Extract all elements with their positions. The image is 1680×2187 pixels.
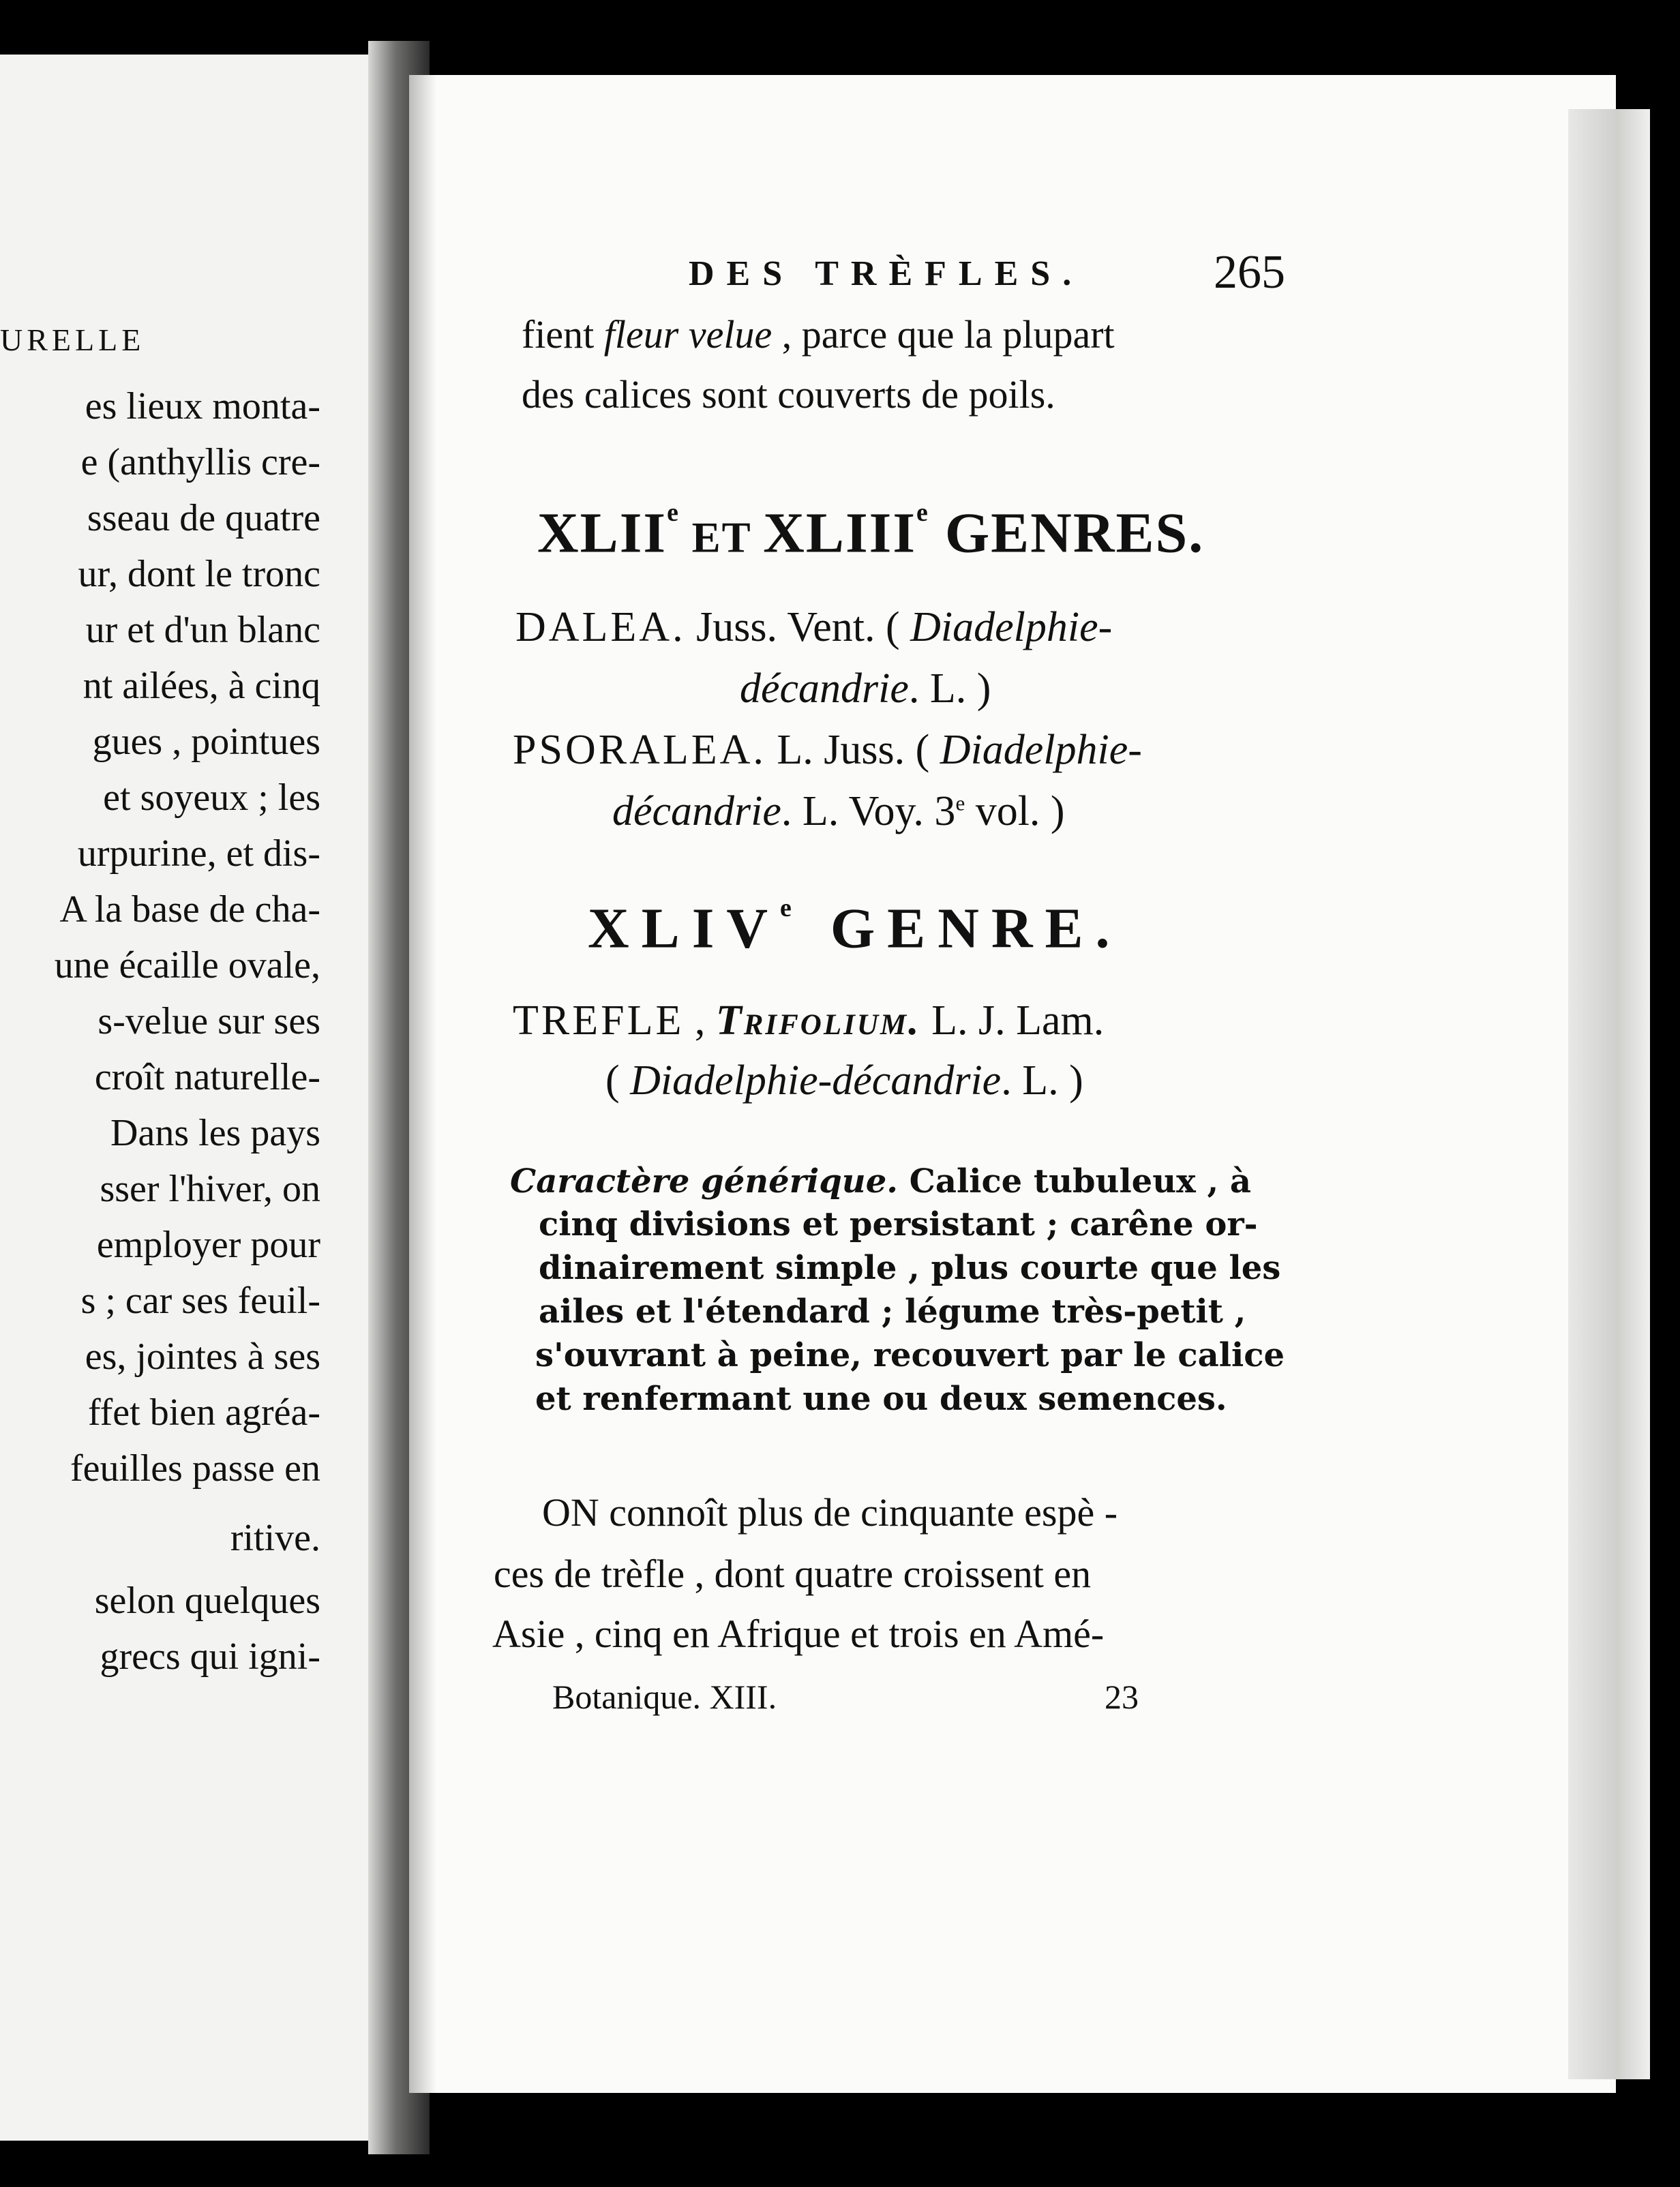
body-line: Asie , cinq en Afrique et trois en Amé- bbox=[492, 1612, 1105, 1656]
left-text-line: ritive. bbox=[230, 1517, 320, 1559]
left-text-line: ffet bien agréa- bbox=[88, 1391, 320, 1434]
body-line: ces de trèfle , dont quatre croissent en bbox=[494, 1552, 1092, 1596]
left-text-line: une écaille ovale, bbox=[54, 944, 320, 986]
left-text-line: e (anthyllis cre- bbox=[80, 441, 320, 483]
page-number: 265 bbox=[1214, 246, 1285, 299]
left-text-line: grecs qui igni- bbox=[100, 1635, 320, 1678]
genus-trefle-line-2: ( Diadelphie-décandrie. L. ) bbox=[605, 1057, 1083, 1104]
left-text-line: s ; car ses feuil- bbox=[80, 1280, 320, 1322]
intro-line-2: des calices sont couverts de poils. bbox=[522, 372, 1055, 417]
character-line: dinairement simple , plus courte que les bbox=[539, 1249, 1281, 1287]
left-text-line: sser l'hiver, on bbox=[100, 1168, 320, 1210]
left-text-line: ur, dont le tronc bbox=[78, 553, 320, 595]
left-text-line: es, jointes à ses bbox=[85, 1336, 320, 1378]
left-running-head: URELLE bbox=[0, 322, 145, 357]
left-text-line: feuilles passe en bbox=[70, 1447, 320, 1490]
genus-trefle-line-1: TREFLE , Trifolium. L. J. Lam. bbox=[513, 997, 1105, 1044]
body-line: ON connoît plus de cinquante espè - bbox=[542, 1490, 1118, 1535]
left-page bbox=[0, 55, 368, 2141]
left-text-line: gues , pointues bbox=[92, 721, 320, 763]
intro-line-1: fient fleur velue , parce que la plupart bbox=[522, 312, 1115, 357]
genre-heading-44: XLIVe GENRE. bbox=[588, 894, 1122, 961]
left-text-line: es lieux monta- bbox=[85, 385, 320, 427]
character-line: ailes et l'étendard ; légume très-petit , bbox=[539, 1293, 1246, 1331]
character-line-1: Caractère générique. Calice tubuleux , à bbox=[510, 1162, 1251, 1201]
left-text-line: croît naturelle- bbox=[94, 1056, 320, 1098]
running-head: DES TRÈFLES. bbox=[689, 254, 1084, 293]
genus-psoralea-line-2: décandrie. L. Voy. 3e vol. ) bbox=[612, 788, 1065, 834]
character-line: et renfermant une ou deux semences. bbox=[535, 1380, 1227, 1418]
signature-mark: Botanique. XIII. bbox=[552, 1678, 777, 1716]
left-text-line: nt ailées, à cinq bbox=[82, 665, 320, 707]
left-text-line: selon quelques bbox=[94, 1580, 320, 1622]
left-text-line: Dans les pays bbox=[110, 1112, 320, 1154]
genus-dalea-line-1: DALEA. Juss. Vent. ( Diadelphie- bbox=[515, 604, 1113, 650]
character-line: s'ouvrant à peine, recouvert par le calice bbox=[535, 1336, 1285, 1374]
left-text-line: sseau de quatre bbox=[87, 497, 320, 539]
genus-dalea-line-2: décandrie. L. ) bbox=[740, 665, 991, 712]
left-text-line: et soyeux ; les bbox=[103, 776, 320, 819]
left-text-line: urpurine, et dis- bbox=[77, 832, 320, 875]
genus-psoralea-line-1: PSORALEA. L. Juss. ( Diadelphie- bbox=[513, 727, 1142, 773]
left-text-line: s-velue sur ses bbox=[97, 1000, 320, 1042]
character-line: cinq divisions et persistant ; carêne or- bbox=[539, 1205, 1258, 1243]
left-text-line: employer pour bbox=[96, 1224, 320, 1266]
left-text-line: A la base de cha- bbox=[59, 888, 320, 931]
page-edge bbox=[1568, 109, 1650, 2079]
signature-number: 23 bbox=[1105, 1678, 1139, 1716]
left-text-line: ur et d'un blanc bbox=[85, 609, 320, 651]
genres-heading-42-43: XLIIe ET XLIIIe GENRES. bbox=[537, 498, 1205, 565]
